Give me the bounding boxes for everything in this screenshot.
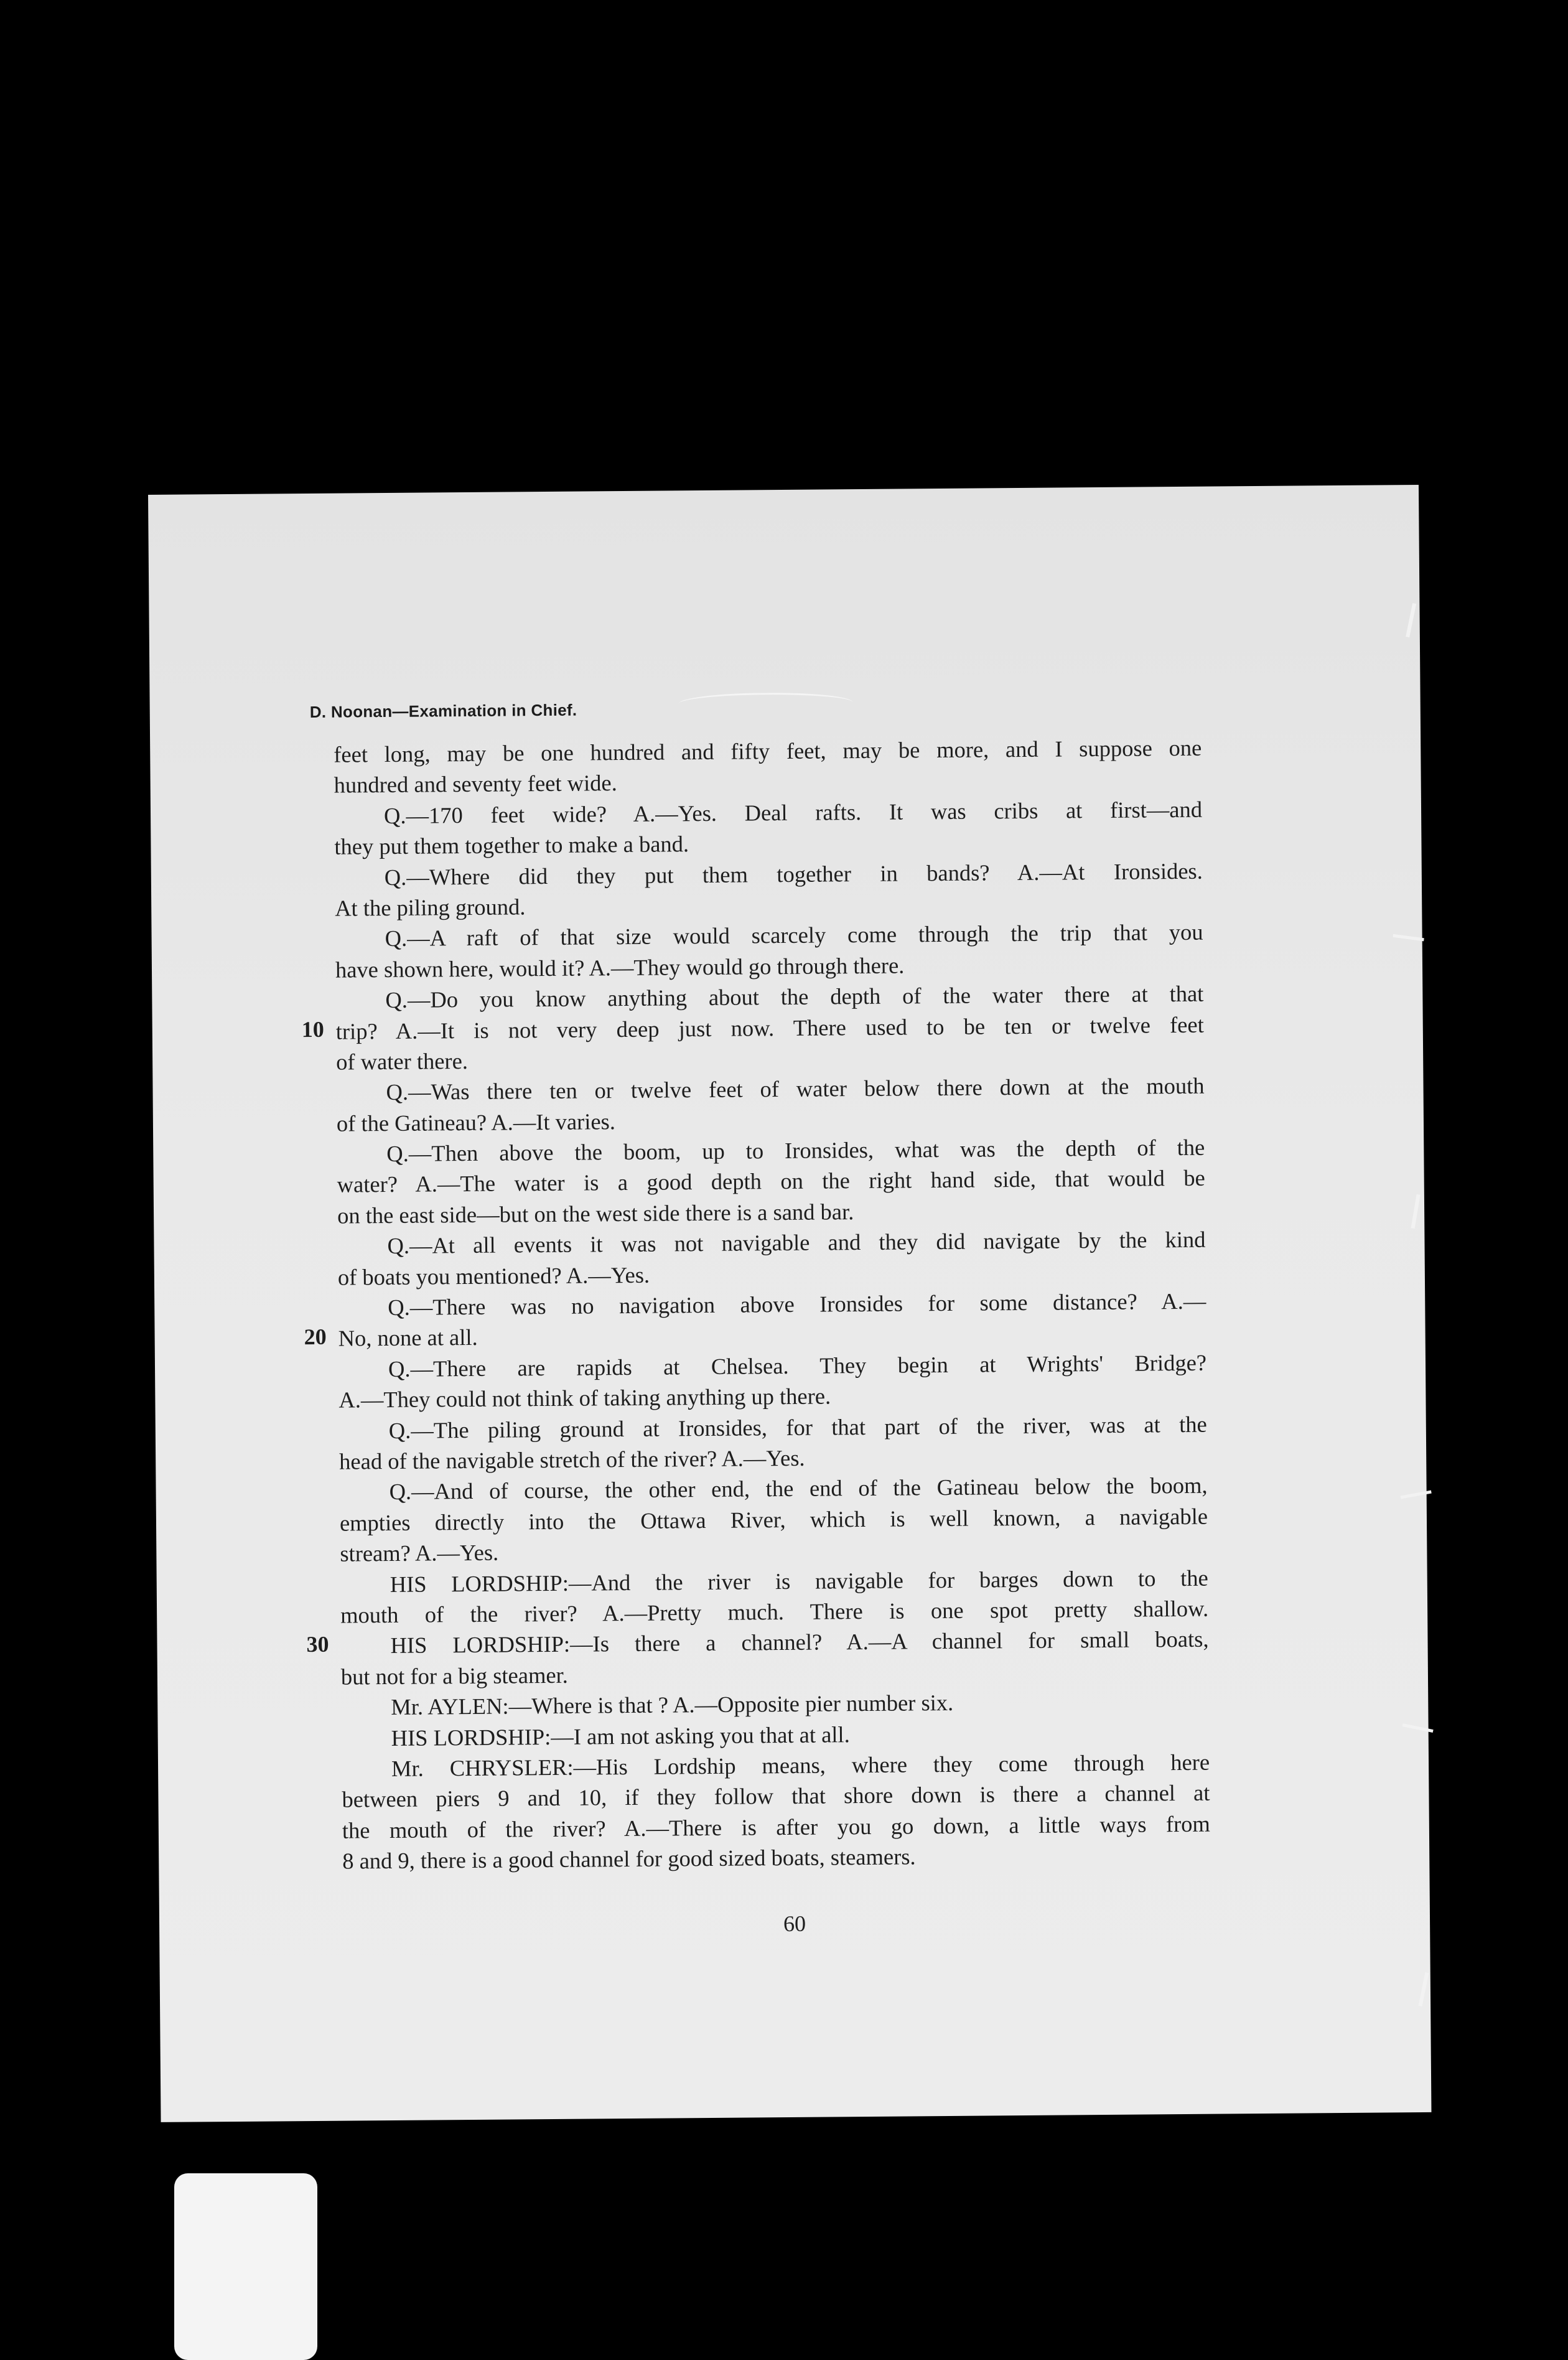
transcript-line: Q.—The piling ground at Ironsides, for that part of the river, was at the	[388, 1411, 1207, 1443]
transcript-line: between piers 9 and 10, if they follow that shore down is there a channel at	[342, 1779, 1210, 1812]
binding-tab-mark	[1401, 1491, 1432, 1499]
transcript-line: water? A.—The water is a good depth on the right hand side, that would be	[337, 1165, 1205, 1198]
transcript-line: on the east side—but on the west side there is a sand bar.	[337, 1198, 854, 1229]
document-page	[148, 485, 1431, 2122]
margin-line-number: 30	[306, 1631, 329, 1657]
transcript-line: A.—They could not think of taking anything up there.	[338, 1383, 831, 1413]
binding-tab-mark	[1418, 1972, 1429, 2006]
transcript-line: HIS LORDSHIP:—Is there a channel? A.—A channel for small boats,	[390, 1626, 1209, 1659]
transcript-line: No, none at all.	[338, 1324, 478, 1352]
transcript-line: HIS LORDSHIP:—I am not asking you that at all.	[391, 1721, 850, 1751]
transcript-line: they put them together to make a band.	[334, 831, 689, 859]
transcript-line: mouth of the river? A.—Pretty much. There is one spot pretty shallow.	[340, 1595, 1209, 1628]
transcript-line: head of the navigable stretch of the river? A.—Yes.	[339, 1445, 805, 1474]
transcript-line: Mr. CHRYSLER:—His Lordship means, where they come through here	[391, 1749, 1210, 1781]
transcript-line: Q.—At all events it was not navigable and they did navigate by the kind	[387, 1226, 1206, 1259]
binding-tab-mark	[1406, 603, 1416, 637]
transcript-body	[334, 733, 1210, 1876]
transcript-line: Q.—Where did they put them together in bands? A.—At Ironsides.	[384, 858, 1203, 890]
binding-tab-mark	[1411, 1194, 1421, 1229]
transcript-line: Q.—170 feet wide? A.—Yes. Deal rafts. It was cribs at first—and	[383, 796, 1203, 828]
scan-calibration-card	[174, 2173, 317, 2360]
transcript-line: of the Gatineau? A.—It varies.	[336, 1108, 616, 1136]
paper-crease-mark	[679, 692, 853, 714]
binding-tab-mark	[1402, 1723, 1434, 1733]
transcript-line: Q.—There are rapids at Chelsea. They begin at Wrights' Bridge?	[388, 1349, 1207, 1382]
transcript-line: have shown here, would it? A.—They would go through there.	[335, 952, 905, 983]
margin-line-number: 10	[301, 1016, 324, 1042]
running-header: D. Noonan—Examination in Chief.	[309, 700, 577, 721]
transcript-line: Q.—A raft of that size would scarcely come through the trip that you	[385, 919, 1203, 952]
transcript-line: HIS LORDSHIP:—And the river is navigable for barges down to the	[390, 1565, 1208, 1597]
transcript-line: Q.—Was there ten or twelve feet of water below there down at the mouth	[386, 1072, 1205, 1105]
transcript-line: stream? A.—Yes.	[340, 1539, 499, 1566]
transcript-line: Mr. AYLEN:—Where is that ? A.—Opposite pier number six.	[391, 1690, 954, 1720]
transcript-line: At the piling ground.	[335, 894, 526, 921]
transcript-line: hundred and seventy feet wide.	[334, 770, 617, 798]
transcript-line: Q.—Do you know anything about the depth of the water there at that	[385, 980, 1204, 1013]
transcript-line: but not for a big steamer.	[340, 1662, 568, 1690]
transcript-line: feet long, may be one hundred and fifty feet, may be more, and I suppose one	[334, 734, 1202, 767]
margin-line-number: 20	[304, 1324, 327, 1349]
transcript-line: empties directly into the Ottawa River, which is well known, a navigable	[339, 1503, 1208, 1536]
transcript-line: the mouth of the river? A.—There is after you go down, a little ways from	[342, 1810, 1210, 1843]
transcript-line: Q.—And of course, the other end, the end of the Gatineau below the boom,	[389, 1473, 1208, 1505]
transcript-line: 8 and 9, there is a good channel for good sized boats, steamers.	[342, 1843, 916, 1874]
transcript-line: of boats you mentioned? A.—Yes.	[337, 1262, 650, 1290]
binding-tab-mark	[1393, 934, 1424, 942]
transcript-line: of water there.	[336, 1047, 469, 1075]
transcript-line: Q.—Then above the boom, up to Ironsides, what was the depth of the	[386, 1134, 1205, 1167]
transcript-line: Q.—There was no navigation above Ironsides for some distance? A.—	[388, 1288, 1206, 1321]
page-number: 60	[783, 1911, 806, 1937]
transcript-line: trip? A.—It is not very deep just now. There used to be ten or twelve feet	[335, 1011, 1204, 1044]
